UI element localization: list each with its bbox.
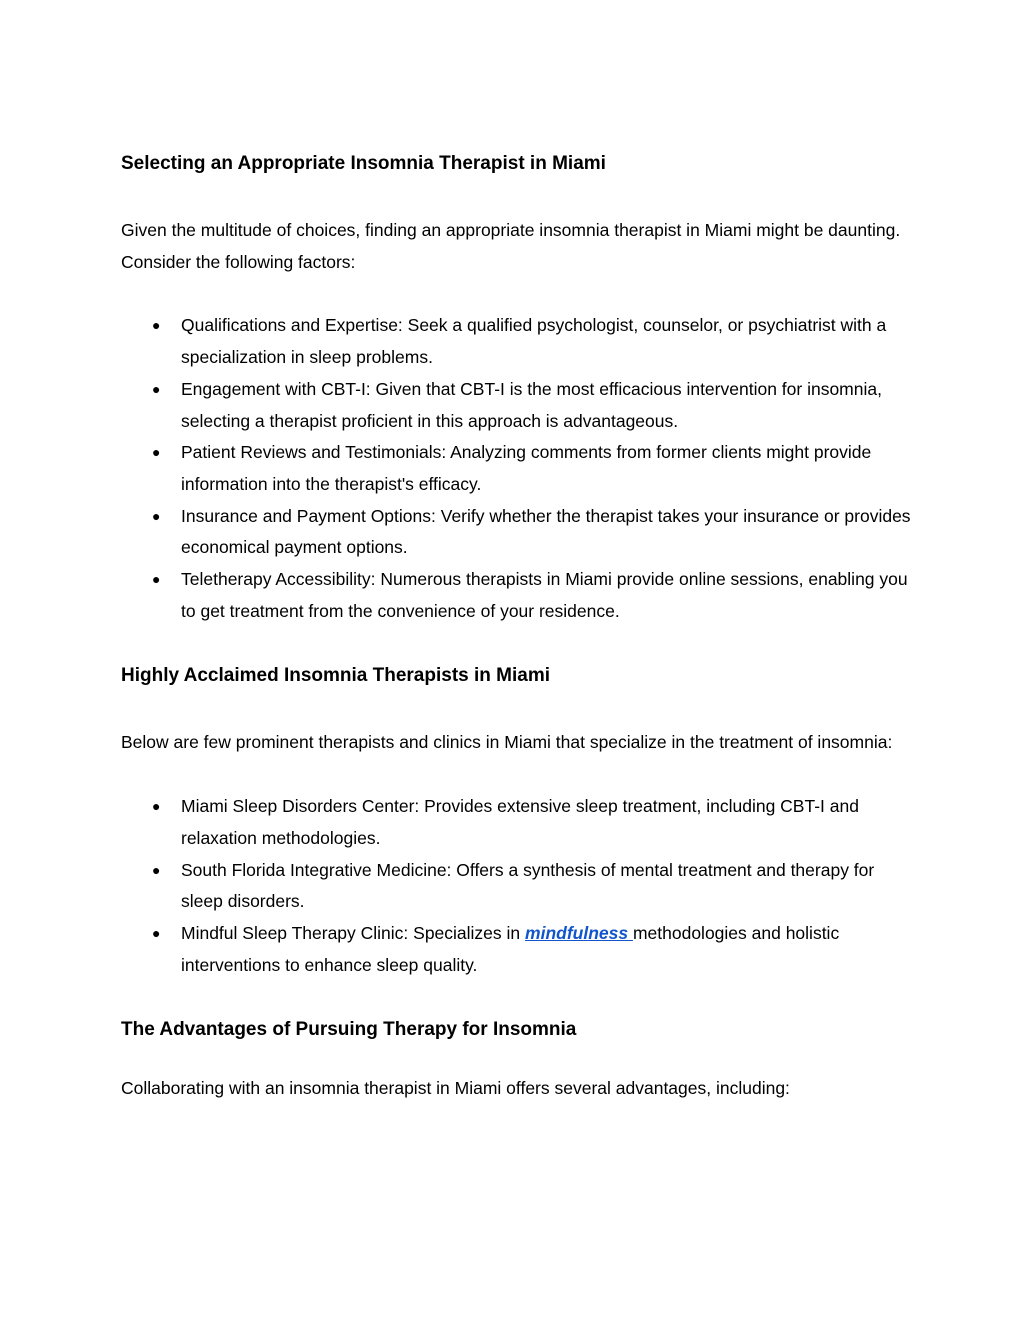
list-item	[121, 564, 911, 627]
list-item	[121, 501, 911, 564]
mindfulness-link[interactable]: mindfulness	[525, 922, 633, 943]
list-item-text: Qualifications and Expertise: Seek a qualified psychologist, counselor, or psychiatrist with a specialization in sleep problems.	[181, 315, 887, 368]
list-item-text: Engagement with CBT-I: Given that CBT-I is the most efficacious intervention for insomnia, selecting a therapist proficient in this approach is advantageous.	[181, 378, 882, 431]
section-heading-advantages: The Advantages of Pursuing Therapy for Insomnia	[121, 1019, 577, 1041]
bullet-icon: ●	[152, 507, 161, 524]
list-item	[121, 918, 911, 981]
list-item-text-after-link: methodologies and holistic interventions to enhance sleep quality.	[181, 922, 840, 975]
list-item-text-before-link: Mindful Sleep Therapy Clinic: Specializes in	[181, 922, 526, 943]
list-item	[121, 855, 911, 918]
list-item-text: Miami Sleep Disorders Center: Provides extensive sleep treatment, including CBT-I and relaxation methodologies.	[181, 796, 859, 848]
list-item-text: South Florida Integrative Medicine: Offers a synthesis of mental treatment and therapy for sleep disorders.	[181, 859, 875, 912]
section-intro-advantages: Collaborating with an insomnia therapist in Miami offers several advantages, including:	[121, 1078, 790, 1099]
therapists-list	[121, 791, 911, 981]
bullet-icon: ●	[152, 571, 161, 588]
section-intro-acclaimed: Below are few prominent therapists and clinics in Miami that specialize in the treatment of insomnia:	[121, 732, 893, 753]
list-item	[121, 310, 911, 373]
list-item-text: Patient Reviews and Testimonials: Analyzing comments from former clients might provide information into the therapist's efficacy.	[181, 442, 872, 494]
list-item	[121, 791, 911, 854]
bullet-icon: ●	[152, 444, 161, 461]
bullet-icon: ●	[152, 317, 161, 334]
bullet-icon: ●	[152, 861, 161, 878]
bullet-icon: ●	[152, 798, 161, 815]
list-item	[121, 374, 911, 437]
list-item-text: Teletherapy Accessibility: Numerous therapists in Miami provide online sessions, enabling you to get treatment from the convenience of your residence.	[181, 569, 908, 621]
section-heading-acclaimed: Highly Acclaimed Insomnia Therapists in Miami	[121, 665, 551, 687]
bullet-icon: ●	[152, 924, 161, 941]
document-body	[121, 150, 911, 1105]
section-heading-selecting: Selecting an Appropriate Insomnia Therapist in Miami	[121, 153, 606, 174]
factors-list	[121, 310, 911, 627]
list-item-text: Insurance and Payment Options: Verify whether the therapist takes your insurance or provides economical payment options.	[181, 505, 911, 558]
section-intro-selecting: Given the multitude of choices, finding an appropriate insomnia therapist in Miami might be daunting. Consider the following factors:	[121, 220, 901, 272]
list-item	[121, 437, 911, 500]
bullet-icon: ●	[152, 380, 161, 397]
